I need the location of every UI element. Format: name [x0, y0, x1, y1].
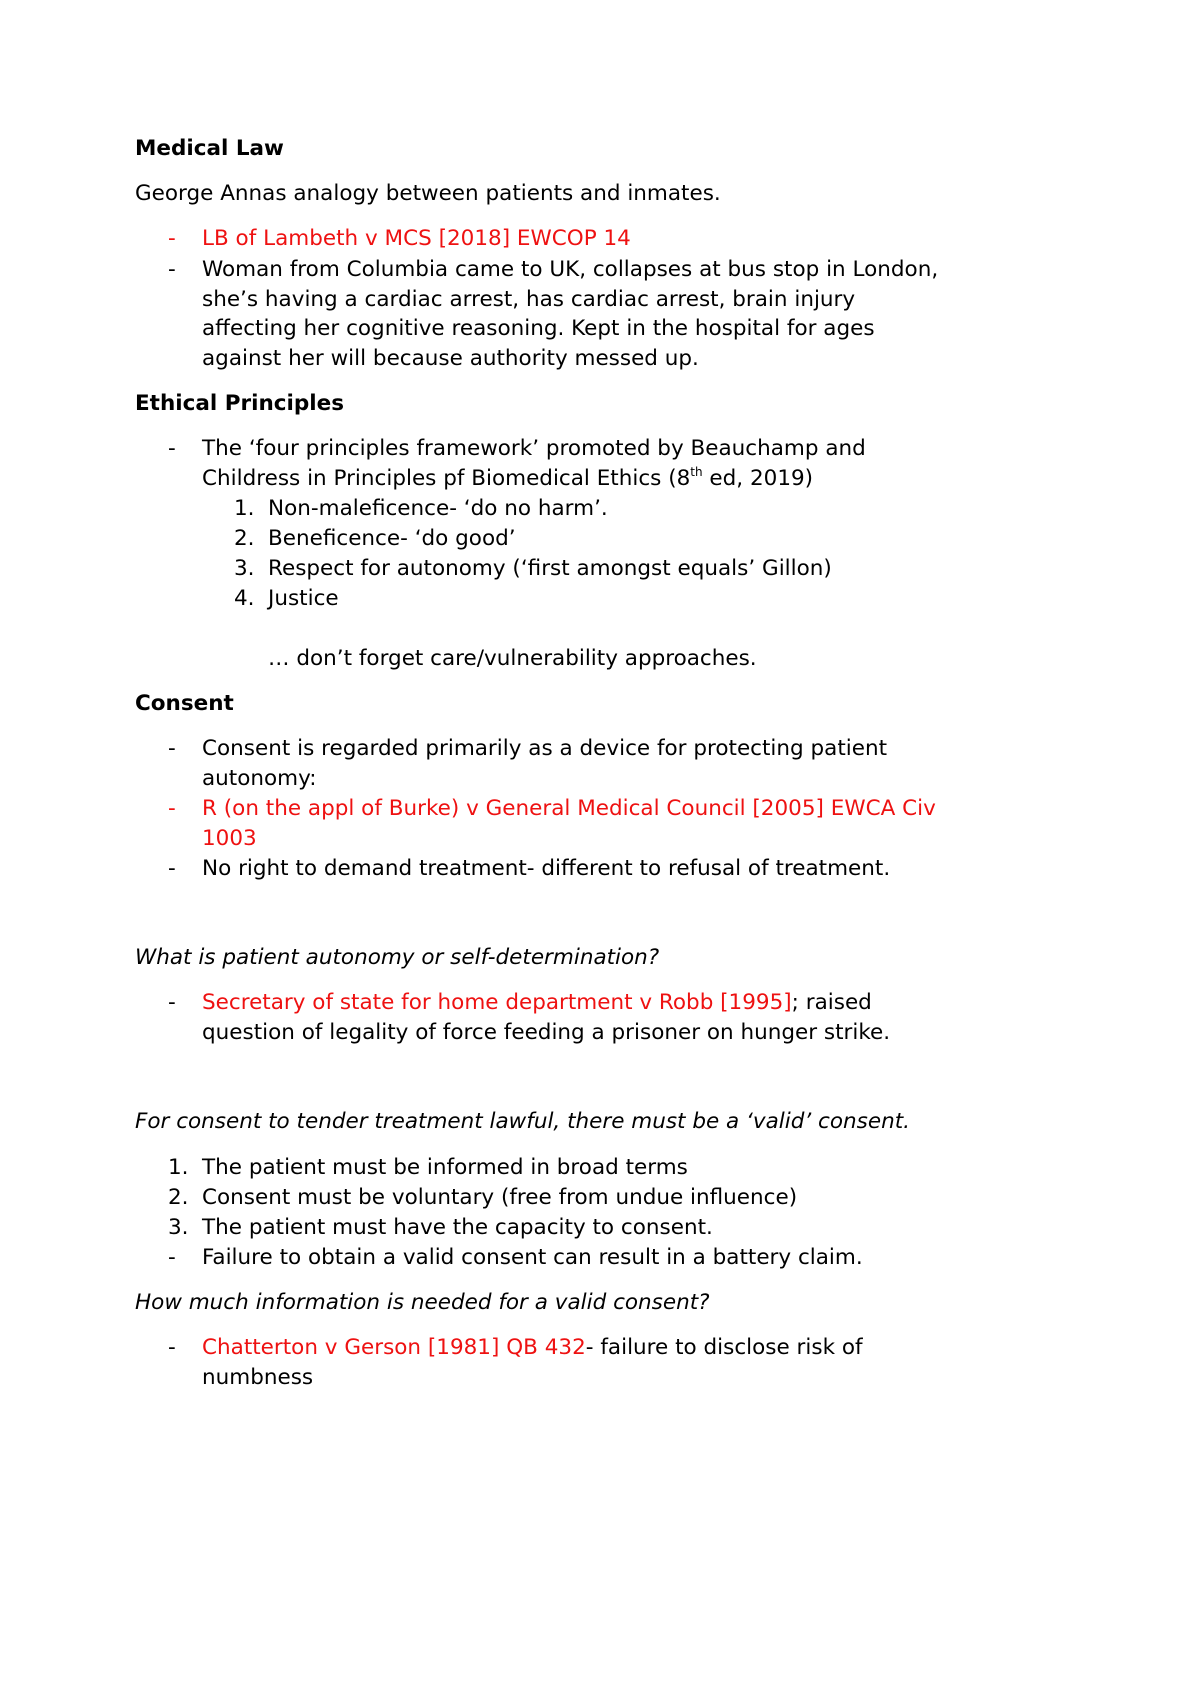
- principle-number: 1.: [234, 496, 255, 521]
- lambeth-summary-line: she’s having a cardiac arrest, has cardiac arrest, brain injury: [202, 287, 856, 312]
- principle-number: 3.: [234, 556, 255, 581]
- bullet-marker: -: [168, 990, 176, 1015]
- list-number: 1.: [168, 1155, 189, 1180]
- four-principles-line: The ‘four principles framework’ promoted by Beauchamp and: [202, 436, 866, 461]
- case-citation-lambeth: LB of Lambeth v MCS [2018] EWCOP 14: [202, 226, 631, 251]
- list-number: 2.: [168, 1185, 189, 1210]
- question-valid-consent: For consent to tender treatment lawful, there must be a ‘valid’ consent.: [135, 1109, 910, 1134]
- principle-item: Justice: [268, 586, 339, 611]
- consent-point-line: autonomy:: [202, 766, 317, 791]
- lambeth-summary-line: affecting her cognitive reasoning. Kept in the hospital for ages: [202, 316, 875, 341]
- valid-consent-item: The patient must be informed in broad terms: [202, 1155, 688, 1180]
- bullet-marker: -: [168, 257, 176, 282]
- battery-claim-line: Failure to obtain a valid consent can result in a battery claim.: [202, 1245, 863, 1270]
- valid-consent-item: Consent must be voluntary (free from undue influence): [202, 1185, 798, 1210]
- valid-consent-item: The patient must have the capacity to consent.: [202, 1215, 713, 1240]
- chatterton-case-line: Chatterton v Gerson [1981] QB 432- failure to disclose risk of: [202, 1335, 863, 1360]
- four-principles-line: Childress in Principles pf Biomedical Ethics (8th ed, 2019): [202, 465, 814, 491]
- bullet-marker: -: [168, 1335, 176, 1360]
- intro-paragraph: George Annas analogy between patients and inmates.: [135, 181, 721, 206]
- lambeth-summary-line: Woman from Columbia came to UK, collapses at bus stop in London,: [202, 257, 939, 282]
- principle-item: Beneficence- ‘do good’: [268, 526, 516, 551]
- bullet-marker: -: [168, 796, 176, 821]
- principle-item: Respect for autonomy (‘first amongst equals’ Gillon): [268, 556, 832, 581]
- principle-item: Non-maleficence- ‘do no harm’.: [268, 496, 608, 521]
- case-citation-burke: R (on the appl of Burke) v General Medical Council [2005] EWCA Civ: [202, 796, 936, 821]
- robb-case-line: Secretary of state for home department v Robb [1995]; raised: [202, 990, 872, 1015]
- bullet-marker: -: [168, 436, 176, 461]
- heading-consent: Consent: [135, 691, 234, 716]
- consent-point-line: Consent is regarded primarily as a device for protecting patient: [202, 736, 888, 761]
- bullet-marker: -: [168, 856, 176, 881]
- case-citation-burke: 1003: [202, 826, 257, 851]
- lambeth-summary-line: against her will because authority messed up.: [202, 346, 699, 371]
- principle-number: 2.: [234, 526, 255, 551]
- case-citation-robb: Secretary of state for home department v Robb [1995]: [202, 990, 792, 1015]
- bullet-marker: -: [168, 736, 176, 761]
- question-information-needed: How much information is needed for a valid consent?: [135, 1290, 710, 1315]
- bullet-marker: -: [168, 226, 176, 251]
- heading-ethical-principles: Ethical Principles: [135, 391, 345, 416]
- list-number: 3.: [168, 1215, 189, 1240]
- chatterton-case-line: numbness: [202, 1365, 314, 1390]
- robb-case-line: question of legality of force feeding a prisoner on hunger strike.: [202, 1020, 891, 1045]
- question-patient-autonomy: What is patient autonomy or self-determination?: [135, 945, 660, 970]
- care-vulnerability-note: … don’t forget care/vulnerability approaches.: [268, 646, 757, 671]
- document-title: Medical Law: [135, 136, 284, 161]
- principle-number: 4.: [234, 586, 255, 611]
- bullet-marker: -: [168, 1245, 176, 1270]
- case-citation-chatterton: Chatterton v Gerson [1981] QB 432: [202, 1335, 586, 1360]
- superscript-th: th: [690, 465, 703, 479]
- consent-point-line: No right to demand treatment- different to refusal of treatment.: [202, 856, 891, 881]
